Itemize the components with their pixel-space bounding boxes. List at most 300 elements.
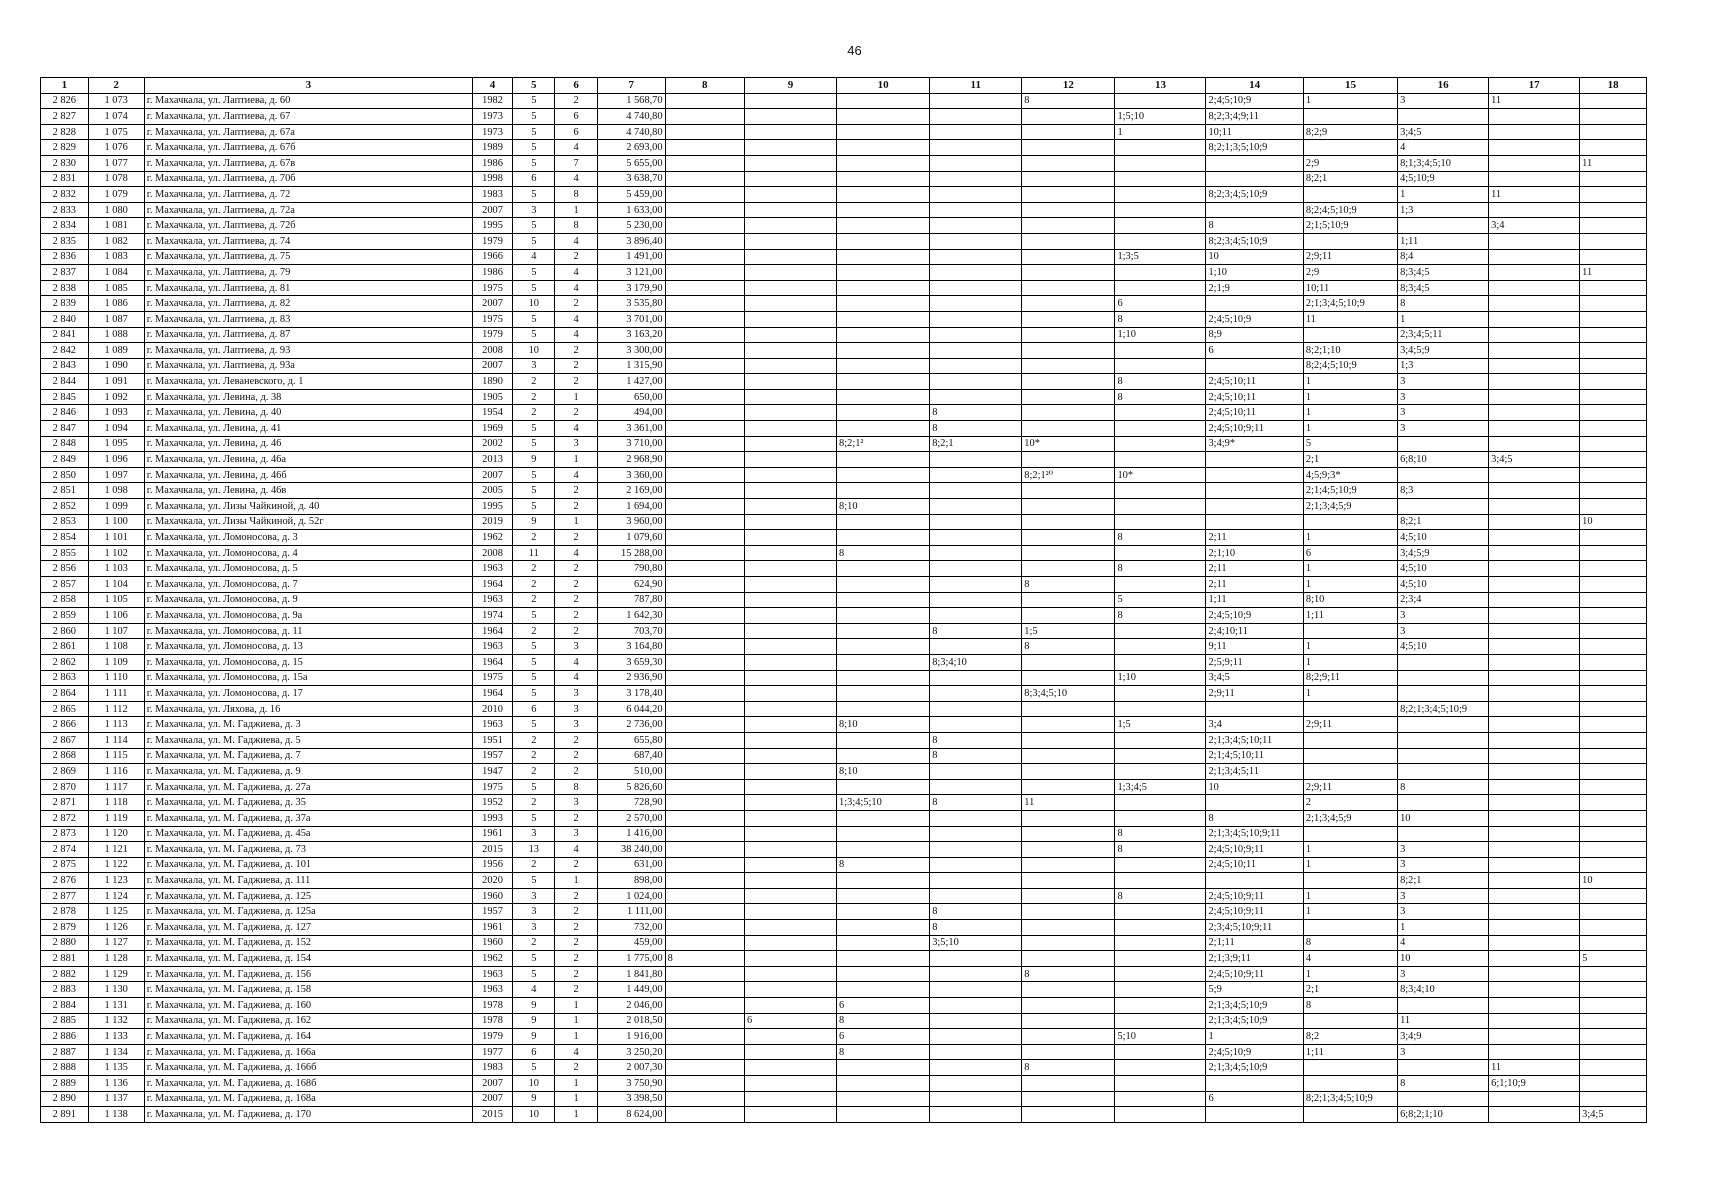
cell-col-5: 5 <box>513 686 555 702</box>
table-row <box>41 155 1647 171</box>
cell-col-6: 1 <box>555 998 597 1014</box>
cell-col-11 <box>930 93 1022 109</box>
cell-col-3: г. Махачкала, ул. М. Гаджиева, д. 27а <box>144 779 472 795</box>
cell-col-18 <box>1580 1029 1647 1045</box>
cell-col-14: 2;1;3;4;5;11 <box>1206 764 1303 780</box>
cell-col-3: г. Махачкала, ул. М. Гаджиева, д. 7 <box>144 748 472 764</box>
cell-col-4: 1954 <box>472 405 512 421</box>
cell-col-13 <box>1115 998 1206 1014</box>
cell-col-13 <box>1115 1044 1206 1060</box>
cell-col-7: 1 916,00 <box>597 1029 665 1045</box>
cell-col-18 <box>1580 592 1647 608</box>
cell-col-16: 3 <box>1398 608 1489 624</box>
cell-col-5: 5 <box>513 311 555 327</box>
table-body <box>41 93 1647 1122</box>
cell-col-12 <box>1022 920 1115 936</box>
cell-col-6: 2 <box>555 249 597 265</box>
cell-col-16: 4;5;10 <box>1398 530 1489 546</box>
cell-col-10: 1;3;4;5;10 <box>837 795 930 811</box>
cell-col-6: 4 <box>555 171 597 187</box>
cell-col-5: 5 <box>513 966 555 982</box>
cell-col-16: 3;4;5 <box>1398 124 1489 140</box>
cell-col-14 <box>1206 1076 1303 1092</box>
cell-col-10 <box>837 561 930 577</box>
cell-col-8 <box>665 452 744 468</box>
cell-col-1: 2 870 <box>41 779 89 795</box>
cell-col-14: 2;4;5;10;11 <box>1206 389 1303 405</box>
cell-col-17 <box>1489 421 1580 437</box>
cell-col-16: 3 <box>1398 904 1489 920</box>
cell-col-8 <box>665 592 744 608</box>
cell-col-11 <box>930 389 1022 405</box>
cell-col-12 <box>1022 155 1115 171</box>
cell-col-11 <box>930 779 1022 795</box>
cell-col-2: 1 106 <box>88 608 144 624</box>
cell-col-16: 8;3;4;5 <box>1398 280 1489 296</box>
cell-col-10 <box>837 577 930 593</box>
cell-col-14: 8;2;3;4;5;10;9 <box>1206 187 1303 203</box>
cell-col-2: 1 102 <box>88 545 144 561</box>
cell-col-8 <box>665 888 744 904</box>
cell-col-15: 8;2;9 <box>1303 124 1397 140</box>
cell-col-7: 3 750,90 <box>597 1076 665 1092</box>
cell-col-11 <box>930 514 1022 530</box>
cell-col-9 <box>744 514 836 530</box>
cell-col-4: 2020 <box>472 873 512 889</box>
cell-col-6: 1 <box>555 1029 597 1045</box>
cell-col-15: 1 <box>1303 421 1397 437</box>
cell-col-18 <box>1580 826 1647 842</box>
cell-col-13 <box>1115 654 1206 670</box>
cell-col-16: 8;4 <box>1398 249 1489 265</box>
cell-col-14: 10 <box>1206 249 1303 265</box>
cell-col-5: 9 <box>513 1091 555 1107</box>
cell-col-13 <box>1115 405 1206 421</box>
cell-col-3: г. Махачкала, ул. Лаптиева, д. 74 <box>144 233 472 249</box>
cell-col-5: 5 <box>513 93 555 109</box>
cell-col-16: 3 <box>1398 421 1489 437</box>
cell-col-3: г. Махачкала, ул. М. Гаджиева, д. 156 <box>144 966 472 982</box>
cell-col-9 <box>744 764 836 780</box>
cell-col-2: 1 123 <box>88 873 144 889</box>
cell-col-6: 1 <box>555 202 597 218</box>
cell-col-12 <box>1022 124 1115 140</box>
cell-col-15 <box>1303 920 1397 936</box>
cell-col-7: 2 693,00 <box>597 140 665 156</box>
cell-col-11 <box>930 311 1022 327</box>
table-row <box>41 187 1647 203</box>
cell-col-1: 2 839 <box>41 296 89 312</box>
cell-col-4: 1964 <box>472 654 512 670</box>
cell-col-11 <box>930 202 1022 218</box>
table-row <box>41 140 1647 156</box>
cell-col-4: 1973 <box>472 109 512 125</box>
cell-col-6: 2 <box>555 623 597 639</box>
cell-col-8 <box>665 311 744 327</box>
cell-col-6: 2 <box>555 358 597 374</box>
cell-col-15: 1 <box>1303 904 1397 920</box>
cell-col-14: 2;1;4;5;10;11 <box>1206 748 1303 764</box>
cell-col-6: 1 <box>555 873 597 889</box>
cell-col-8 <box>665 873 744 889</box>
cell-col-18 <box>1580 920 1647 936</box>
cell-col-14: 2;3;4;5;10;9;11 <box>1206 920 1303 936</box>
cell-col-5: 5 <box>513 233 555 249</box>
cell-col-5: 5 <box>513 124 555 140</box>
cell-col-16: 8 <box>1398 779 1489 795</box>
cell-col-1: 2 834 <box>41 218 89 234</box>
cell-col-15: 1 <box>1303 842 1397 858</box>
cell-col-3: г. Махачкала, ул. Ломоносова, д. 13 <box>144 639 472 655</box>
cell-col-14: 2;4;5;10;11 <box>1206 857 1303 873</box>
cell-col-12: 11 <box>1022 795 1115 811</box>
cell-col-2: 1 137 <box>88 1091 144 1107</box>
cell-col-6: 4 <box>555 670 597 686</box>
cell-col-16: 8;3;4;5 <box>1398 265 1489 281</box>
cell-col-3: г. Махачкала, ул. М. Гаджиева, д. 73 <box>144 842 472 858</box>
cell-col-11 <box>930 982 1022 998</box>
cell-col-1: 2 846 <box>41 405 89 421</box>
cell-col-7: 2 968,90 <box>597 452 665 468</box>
cell-col-11: 8 <box>930 732 1022 748</box>
column-header-12: 12 <box>1022 78 1115 94</box>
cell-col-14: 2;4;5;10;9;11 <box>1206 904 1303 920</box>
cell-col-18 <box>1580 795 1647 811</box>
cell-col-3: г. Махачкала, ул. М. Гаджиева, д. 166а <box>144 1044 472 1060</box>
cell-col-4: 1974 <box>472 608 512 624</box>
cell-col-15: 2;9;11 <box>1303 249 1397 265</box>
cell-col-3: г. Махачкала, ул. Лизы Чайкиной, д. 40 <box>144 499 472 515</box>
cell-col-17: 11 <box>1489 93 1580 109</box>
cell-col-15: 11 <box>1303 311 1397 327</box>
page-number: 46 <box>847 43 862 58</box>
cell-col-7: 732,00 <box>597 920 665 936</box>
cell-col-10 <box>837 982 930 998</box>
cell-col-10: 6 <box>837 1029 930 1045</box>
cell-col-5: 6 <box>513 1044 555 1060</box>
cell-col-12 <box>1022 280 1115 296</box>
cell-col-9 <box>744 888 836 904</box>
cell-col-13 <box>1115 280 1206 296</box>
cell-col-7: 624,90 <box>597 577 665 593</box>
cell-col-11 <box>930 998 1022 1014</box>
cell-col-3: г. Махачкала, ул. М. Гаджиева, д. 111 <box>144 873 472 889</box>
cell-col-14: 8;2;1;3;5;10;9 <box>1206 140 1303 156</box>
cell-col-6: 2 <box>555 1060 597 1076</box>
cell-col-4: 1951 <box>472 732 512 748</box>
cell-col-6: 2 <box>555 374 597 390</box>
table-row <box>41 888 1647 904</box>
table-row <box>41 748 1647 764</box>
table-row <box>41 701 1647 717</box>
cell-col-7: 3 638,70 <box>597 171 665 187</box>
cell-col-12 <box>1022 1029 1115 1045</box>
cell-col-14: 9;11 <box>1206 639 1303 655</box>
cell-col-18 <box>1580 1060 1647 1076</box>
cell-col-17 <box>1489 670 1580 686</box>
cell-col-17: 11 <box>1489 1060 1580 1076</box>
cell-col-10 <box>837 935 930 951</box>
cell-col-6: 8 <box>555 187 597 203</box>
cell-col-10 <box>837 1076 930 1092</box>
cell-col-4: 1969 <box>472 421 512 437</box>
cell-col-3: г. Махачкала, ул. Лаптиева, д. 67в <box>144 155 472 171</box>
cell-col-11 <box>930 171 1022 187</box>
cell-col-3: г. Махачкала, ул. М. Гаджиева, д. 168а <box>144 1091 472 1107</box>
cell-col-10 <box>837 202 930 218</box>
column-header-18: 18 <box>1580 78 1647 94</box>
cell-col-14 <box>1206 795 1303 811</box>
cell-col-16 <box>1398 436 1489 452</box>
cell-col-3: г. Махачкала, ул. М. Гаджиева, д. 3 <box>144 717 472 733</box>
cell-col-17 <box>1489 436 1580 452</box>
cell-col-5: 6 <box>513 701 555 717</box>
cell-col-18 <box>1580 748 1647 764</box>
cell-col-8 <box>665 483 744 499</box>
cell-col-11 <box>930 530 1022 546</box>
cell-col-10 <box>837 124 930 140</box>
cell-col-6: 3 <box>555 701 597 717</box>
cell-col-15: 2;9;11 <box>1303 779 1397 795</box>
cell-col-18 <box>1580 249 1647 265</box>
cell-col-2: 1 133 <box>88 1029 144 1045</box>
cell-col-1: 2 871 <box>41 795 89 811</box>
cell-col-17 <box>1489 982 1580 998</box>
cell-col-12: 8;3;4;5;10 <box>1022 686 1115 702</box>
cell-col-15 <box>1303 826 1397 842</box>
column-header-16: 16 <box>1398 78 1489 94</box>
cell-col-5: 3 <box>513 358 555 374</box>
table-row <box>41 951 1647 967</box>
cell-col-16: 8;3 <box>1398 483 1489 499</box>
cell-col-4: 2008 <box>472 545 512 561</box>
cell-col-12 <box>1022 1107 1115 1123</box>
cell-col-11 <box>930 951 1022 967</box>
cell-col-10 <box>837 358 930 374</box>
cell-col-12 <box>1022 701 1115 717</box>
cell-col-8 <box>665 920 744 936</box>
cell-col-16: 1;11 <box>1398 233 1489 249</box>
cell-col-10: 6 <box>837 998 930 1014</box>
cell-col-18: 10 <box>1580 873 1647 889</box>
cell-col-7: 3 163,20 <box>597 327 665 343</box>
table-row <box>41 311 1647 327</box>
cell-col-5: 5 <box>513 951 555 967</box>
cell-col-13 <box>1115 701 1206 717</box>
cell-col-4: 2019 <box>472 514 512 530</box>
cell-col-8 <box>665 842 744 858</box>
cell-col-12 <box>1022 327 1115 343</box>
cell-col-4: 1964 <box>472 623 512 639</box>
cell-col-7: 1 642,30 <box>597 608 665 624</box>
cell-col-18 <box>1580 1013 1647 1029</box>
cell-col-18 <box>1580 998 1647 1014</box>
cell-col-14: 8 <box>1206 218 1303 234</box>
cell-col-4: 1979 <box>472 233 512 249</box>
table-row <box>41 280 1647 296</box>
cell-col-12 <box>1022 499 1115 515</box>
cell-col-13 <box>1115 421 1206 437</box>
cell-col-1: 2 857 <box>41 577 89 593</box>
cell-col-18: 5 <box>1580 951 1647 967</box>
cell-col-14: 2;11 <box>1206 577 1303 593</box>
cell-col-6: 4 <box>555 421 597 437</box>
cell-col-17 <box>1489 998 1580 1014</box>
cell-col-9 <box>744 951 836 967</box>
cell-col-6: 4 <box>555 233 597 249</box>
cell-col-6: 2 <box>555 483 597 499</box>
cell-col-7: 6 044,20 <box>597 701 665 717</box>
table-row <box>41 389 1647 405</box>
cell-col-13 <box>1115 140 1206 156</box>
table-row <box>41 405 1647 421</box>
cell-col-12 <box>1022 935 1115 951</box>
cell-col-8 <box>665 748 744 764</box>
cell-col-7: 2 736,00 <box>597 717 665 733</box>
cell-col-7: 1 427,00 <box>597 374 665 390</box>
cell-col-16: 1 <box>1398 187 1489 203</box>
cell-col-16 <box>1398 218 1489 234</box>
cell-col-3: г. Махачкала, ул. М. Гаджиева, д. 166б <box>144 1060 472 1076</box>
cell-col-10 <box>837 249 930 265</box>
cell-col-13 <box>1115 187 1206 203</box>
cell-col-4: 1995 <box>472 499 512 515</box>
cell-col-10 <box>837 842 930 858</box>
cell-col-11 <box>930 810 1022 826</box>
cell-col-5: 2 <box>513 374 555 390</box>
cell-col-15: 5 <box>1303 436 1397 452</box>
cell-col-9 <box>744 966 836 982</box>
cell-col-13: 8 <box>1115 311 1206 327</box>
cell-col-18 <box>1580 171 1647 187</box>
cell-col-8 <box>665 358 744 374</box>
cell-col-4: 2010 <box>472 701 512 717</box>
cell-col-2: 1 131 <box>88 998 144 1014</box>
cell-col-5: 5 <box>513 873 555 889</box>
cell-col-5: 5 <box>513 608 555 624</box>
cell-col-18 <box>1580 810 1647 826</box>
cell-col-14: 1;10 <box>1206 265 1303 281</box>
cell-col-5: 2 <box>513 748 555 764</box>
cell-col-16: 8 <box>1398 1076 1489 1092</box>
cell-col-5: 2 <box>513 764 555 780</box>
cell-col-8 <box>665 124 744 140</box>
cell-col-13 <box>1115 1060 1206 1076</box>
cell-col-15 <box>1303 233 1397 249</box>
cell-col-8 <box>665 561 744 577</box>
cell-col-15: 2;1 <box>1303 452 1397 468</box>
cell-col-9 <box>744 748 836 764</box>
cell-col-16: 4 <box>1398 935 1489 951</box>
cell-col-3: г. Махачкала, ул. М. Гаджиева, д. 162 <box>144 1013 472 1029</box>
cell-col-18 <box>1580 842 1647 858</box>
cell-col-18 <box>1580 405 1647 421</box>
cell-col-5: 5 <box>513 265 555 281</box>
cell-col-11 <box>930 358 1022 374</box>
cell-col-3: г. Махачкала, ул. Левина, д. 46а <box>144 452 472 468</box>
cell-col-17 <box>1489 109 1580 125</box>
cell-col-4: 1905 <box>472 389 512 405</box>
cell-col-7: 459,00 <box>597 935 665 951</box>
cell-col-4: 1973 <box>472 124 512 140</box>
cell-col-13: 8 <box>1115 826 1206 842</box>
cell-col-9 <box>744 421 836 437</box>
cell-col-5: 3 <box>513 202 555 218</box>
cell-col-14: 2;1;3;9;11 <box>1206 951 1303 967</box>
cell-col-1: 2 860 <box>41 623 89 639</box>
cell-col-4: 1957 <box>472 904 512 920</box>
cell-col-9 <box>744 155 836 171</box>
cell-col-13 <box>1115 233 1206 249</box>
cell-col-5: 5 <box>513 467 555 483</box>
cell-col-18 <box>1580 233 1647 249</box>
cell-col-7: 2 046,00 <box>597 998 665 1014</box>
cell-col-6: 2 <box>555 499 597 515</box>
cell-col-14 <box>1206 358 1303 374</box>
cell-col-14: 2;1;3;4;5;10;9 <box>1206 1060 1303 1076</box>
cell-col-18 <box>1580 202 1647 218</box>
table-row <box>41 530 1647 546</box>
cell-col-9 <box>744 1076 836 1092</box>
cell-col-15: 2;1;3;4;5;9 <box>1303 499 1397 515</box>
cell-col-5: 5 <box>513 639 555 655</box>
cell-col-2: 1 080 <box>88 202 144 218</box>
cell-col-4: 1963 <box>472 966 512 982</box>
table-row <box>41 592 1647 608</box>
cell-col-9 <box>744 233 836 249</box>
cell-col-5: 4 <box>513 982 555 998</box>
cell-col-14: 2;4;5;10;9;11 <box>1206 888 1303 904</box>
column-header-9: 9 <box>744 78 836 94</box>
cell-col-4: 1975 <box>472 280 512 296</box>
cell-col-16: 3 <box>1398 966 1489 982</box>
cell-col-8 <box>665 1076 744 1092</box>
cell-col-17 <box>1489 561 1580 577</box>
cell-col-12 <box>1022 998 1115 1014</box>
cell-col-5: 5 <box>513 109 555 125</box>
cell-col-17 <box>1489 935 1580 951</box>
cell-col-12 <box>1022 732 1115 748</box>
cell-col-15: 6 <box>1303 545 1397 561</box>
cell-col-12 <box>1022 608 1115 624</box>
cell-col-10 <box>837 405 930 421</box>
cell-col-11 <box>930 1107 1022 1123</box>
cell-col-6: 2 <box>555 810 597 826</box>
cell-col-6: 8 <box>555 218 597 234</box>
cell-col-13 <box>1115 1107 1206 1123</box>
cell-col-11 <box>930 218 1022 234</box>
cell-col-16: 3 <box>1398 857 1489 873</box>
cell-col-17 <box>1489 623 1580 639</box>
cell-col-18 <box>1580 311 1647 327</box>
cell-col-9 <box>744 1091 836 1107</box>
cell-col-10: 8 <box>837 857 930 873</box>
table-row <box>41 109 1647 125</box>
cell-col-5: 2 <box>513 795 555 811</box>
cell-col-13 <box>1115 436 1206 452</box>
cell-col-4: 2007 <box>472 1091 512 1107</box>
cell-col-14: 2;1;3;4;5;10;9 <box>1206 998 1303 1014</box>
cell-col-2: 1 092 <box>88 389 144 405</box>
cell-col-4: 1989 <box>472 140 512 156</box>
cell-col-13 <box>1115 483 1206 499</box>
cell-col-6: 1 <box>555 1076 597 1092</box>
cell-col-9 <box>744 717 836 733</box>
column-header-6: 6 <box>555 78 597 94</box>
cell-col-13: 8 <box>1115 888 1206 904</box>
cell-col-5: 3 <box>513 920 555 936</box>
cell-col-1: 2 858 <box>41 592 89 608</box>
